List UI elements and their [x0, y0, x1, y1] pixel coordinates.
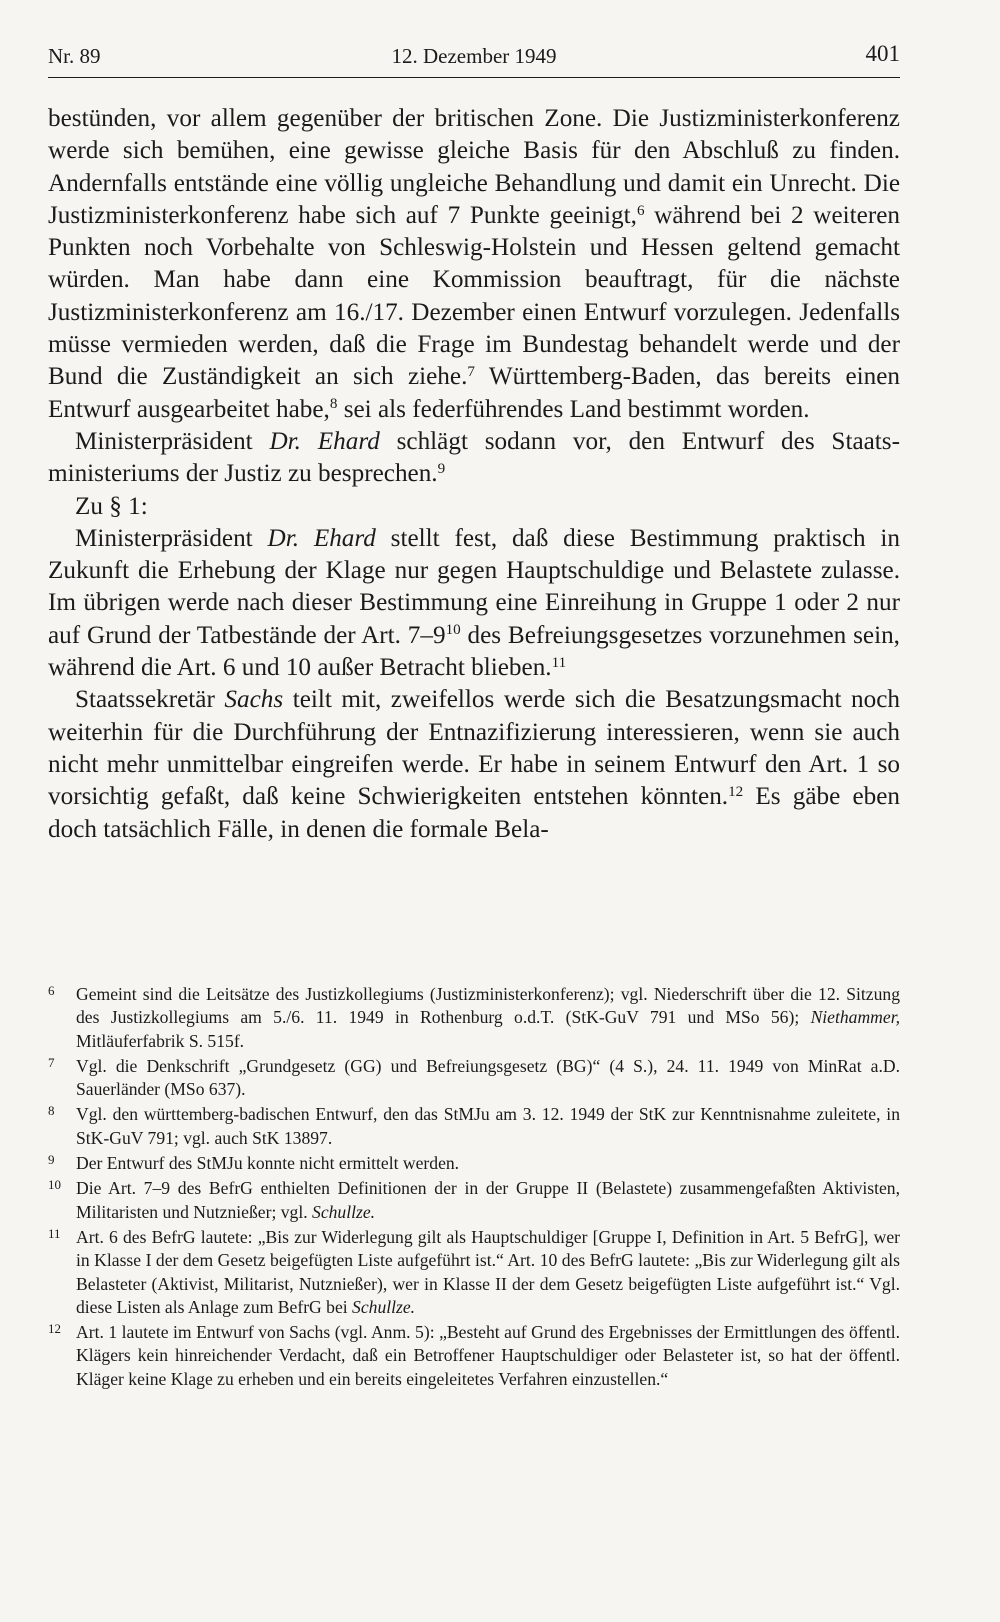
text-run: Zu § 1:	[75, 492, 148, 520]
italic-name: Sachs	[224, 686, 284, 714]
text-run: Staatssekretär	[75, 686, 225, 714]
italic-name: Schullze.	[312, 1201, 376, 1222]
footnote-reference: 9	[437, 460, 446, 477]
page-number: 401	[865, 41, 900, 66]
footnote	[48, 1321, 900, 1391]
footnote-reference: 12	[728, 783, 744, 800]
footnote	[48, 1177, 900, 1224]
footnote	[48, 1103, 900, 1150]
document-number: Nr. 89	[48, 44, 101, 68]
footnote	[48, 1055, 900, 1102]
text-run: Gemeint sind die Leitsätze des Justizkollegiums (Justizministerkonferenz); vgl. Niederschrift über die 12. Sitzung des Justizkollegiums am 5./6. 11. 1949 in Rothenburg o.d.T. (StK-GuV 791 und MSo 56);	[76, 984, 900, 1028]
text-run: während bei 2 weiteren Punkten noch Vorbehalte von Schleswig-Holstein und Hessen geltend gemacht würden. Man habe dann eine Kommission beauftragt, für die nächste Justizministerkonferenz am 16./17. Dezember einen Entwurf vorzulegen. Jedenfalls müsse vermieden werden, daß die Frage im Bundestag behandelt werde und der Bund die Zuständigkeit an sich ziehe.	[48, 201, 900, 391]
footnotes	[48, 983, 900, 1393]
footnote-number: 8	[48, 1103, 55, 1119]
italic-name: Niethammer,	[810, 1007, 900, 1028]
footnote-number: 11	[48, 1225, 61, 1241]
footnote-number: 12	[48, 1321, 61, 1337]
italic-name: Schullze.	[352, 1296, 416, 1317]
text-run: Ministerpräsident	[75, 427, 270, 455]
text-run: Art. 1 lautete im Entwurf von Sachs (vgl. Anm. 5): „Besteht auf Grund des Ergebnisses der Ermittlungen des öffentl. Klägers kein hinreichender Verdacht, daß ein Betroffener Hauptschuldiger oder Belasteter ist, so hat der öffentl. Kläger keine Klage zu erheben und ein bereits eingeleitetes Verfahren einzustellen.“	[76, 1322, 900, 1389]
paragraph	[48, 103, 900, 426]
body-text	[48, 103, 900, 846]
text-run: des Befreiungsgesetzes vorzunehmen sein, während die Art. 6 und 10 außer Betracht blieben.	[48, 621, 900, 682]
text-run: Der Entwurf des StMJu konnte nicht ermittelt werden.	[76, 1153, 460, 1174]
text-run: Ministerpräsident	[75, 524, 268, 552]
text-run: Es gäbe eben doch tatsächlich Fälle, in denen die formale Bela-	[48, 783, 900, 843]
paragraph	[48, 426, 900, 491]
footnote-number: 9	[48, 1152, 55, 1168]
footnote-reference: 6	[636, 202, 645, 219]
footnote-reference: 11	[551, 654, 567, 671]
text-run: teilt mit, zweifellos werde sich die Besatzungsmacht noch weiterhin für die Durchführung der Entnazifizierung interessieren, wenn sie auch nicht mehr unmittelbar eingreifen werde. Er habe in seinem Entwurf den Art. 1 so vorsichtig gefaßt, daß keine Schwierigkeiten entstehen könnten.	[48, 686, 900, 811]
text-run: bestünden, vor allem gegenüber der britischen Zone. Die Justizministerkonferenz werde sich bemühen, eine gewisse gleiche Basis für den Abschluß zu finden. Andernfalls entstände eine völlig ungleiche Behandlung und damit ein Unrecht. Die Justizministerkonferenz habe sich auf 7 Punkte geeinigt,	[48, 105, 900, 229]
text-run: schlägt sodann vor, den Entwurf des Staatsministeriums der Justiz zu besprechen.	[48, 427, 900, 488]
paragraph	[48, 491, 900, 523]
footnote-reference: 7	[467, 364, 475, 381]
paragraph	[48, 684, 900, 845]
header-date: 12. Dezember 1949	[391, 44, 557, 68]
text-run: Die Art. 7–9 des BefrG enthielten Definitionen der in der Gruppe II (Belastete) zusammengefaßten Aktivisten, Militaristen und Nutznießer; vgl.	[76, 1178, 900, 1222]
footnote-number: 10	[48, 1177, 61, 1193]
text-run: Mitläuferfabrik S. 515f.	[76, 1030, 245, 1051]
footnote	[48, 983, 900, 1053]
footnote	[48, 1226, 900, 1319]
running-header	[48, 41, 900, 74]
text-run: stellt fest, daß diese Bestimmung praktisch in Zukunft die Erhebung der Klage nur gegen Hauptschuldige und Belastete zulasse. Im übrigen werde nach dieser Bestimmung eine Einreihung in Gruppe 1 oder 2 nur auf Grund der Tatbestände der Art. 7–9	[48, 524, 900, 649]
text-run: Art. 6 des BefrG lautete: „Bis zur Widerlegung gilt als Hauptschuldiger [Gruppe I, Definition in Art. 5 BefrG], wer in Klasse I der dem Gesetz beigefügten Liste aufgeführt ist.“ Art. 10 des BefrG lautete: „Bis zur Widerlegung gilt als Belasteter (Aktivist, Militarist, Nutznießer), wer in Klasse II der dem Gesetz beigefügten Liste aufgeführt ist.“ Vgl. diese Listen als Anlage zum BefrG bei	[76, 1226, 900, 1317]
text-run: Vgl. den württemberg-badischen Entwurf, den das StMJu am 3. 12. 1949 der StK zur Kenntnisnahme zuleitete, in StK-GuV 791; vgl. auch StK 13897.	[76, 1104, 900, 1148]
footnote-number: 7	[48, 1054, 55, 1070]
text-run: Vgl. die Denkschrift „Grundgesetz (GG) und Befreiungsgesetz (BG)“ (4 S.), 24. 11. 1949 von MinRat a.D. Sauerländer (MSo 637).	[76, 1055, 900, 1100]
header-rule	[48, 77, 900, 78]
footnote	[48, 1152, 900, 1175]
text-run: Württemberg-Baden, das bereits einen Entwurf ausgearbeitet habe,	[48, 363, 901, 423]
footnote-reference: 8	[329, 396, 338, 413]
footnote-reference: 10	[445, 622, 461, 639]
italic-name: Dr. Ehard	[267, 524, 376, 552]
text-run: sei als federführendes Land bestimmt worden.	[337, 395, 810, 423]
footnote-number: 6	[48, 983, 55, 998]
italic-name: Dr. Ehard	[269, 427, 380, 455]
paragraph	[48, 523, 900, 684]
